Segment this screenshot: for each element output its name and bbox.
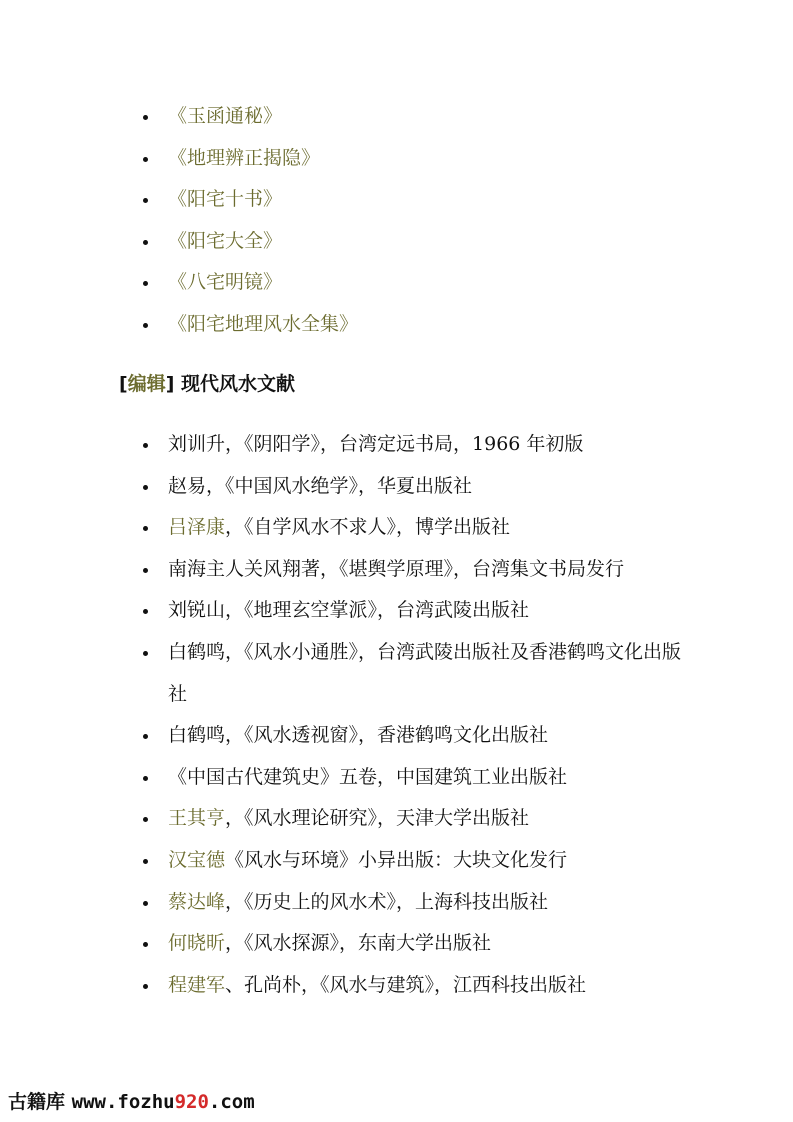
reference-text: ，《地理玄空掌派》，台湾武陵出版社 xyxy=(225,599,530,622)
reference-author: 赵易 xyxy=(168,474,207,497)
reference-item xyxy=(140,632,688,715)
list-item[interactable] xyxy=(140,221,358,263)
reference-item xyxy=(140,590,688,632)
reference-item xyxy=(140,840,688,882)
site-number: 920 xyxy=(174,1091,209,1113)
reference-item xyxy=(140,965,688,1007)
reference-item xyxy=(140,466,688,508)
reference-text: ，《中国风水绝学》，华夏出版社 xyxy=(206,474,473,497)
reference-item xyxy=(140,507,688,549)
reference-text: ，《风水小通胜》，台湾武陵出版社及香港鹤鸣文化出版社 xyxy=(168,640,682,705)
reference-item xyxy=(140,549,688,591)
modern-references-list xyxy=(140,424,688,1006)
author-link[interactable]: 程建军 xyxy=(168,973,226,996)
reference-author: 白鹤鸣 xyxy=(168,640,226,663)
reference-item xyxy=(140,424,688,466)
reference-item xyxy=(140,923,688,965)
book-link[interactable]: 《阳宅大全》 xyxy=(168,229,283,252)
book-link[interactable]: 《阳宅十书》 xyxy=(168,188,283,211)
book-link[interactable]: 《地理辨正揭隐》 xyxy=(168,146,321,169)
reference-item xyxy=(140,798,688,840)
reference-text: 《中国古代建筑史》五卷，中国建筑工业出版社 xyxy=(168,765,568,788)
list-item[interactable] xyxy=(140,96,358,138)
reference-text: 《风水与环境》小异出版：大块文化发行 xyxy=(225,848,568,871)
reference-text: ，《堪舆学原理》，台湾集文书局发行 xyxy=(320,557,625,580)
reference-text: ，《历史上的风水术》，上海科技出版社 xyxy=(225,890,549,913)
author-link[interactable]: 吕泽康 xyxy=(168,516,226,539)
section-heading xyxy=(119,370,295,398)
reference-item xyxy=(140,715,688,757)
footer-site-url xyxy=(72,1091,255,1113)
book-link[interactable]: 《八宅明镜》 xyxy=(168,271,283,294)
book-link[interactable]: 《阳宅地理风水全集》 xyxy=(168,312,359,335)
reference-text: 、孔尚朴，《风水与建筑》，江西科技出版社 xyxy=(225,973,587,996)
edit-link[interactable]: 编辑 xyxy=(127,373,166,395)
classic-texts-list xyxy=(140,96,358,346)
footer-brand: 古籍库 xyxy=(8,1091,66,1113)
author-link[interactable]: 汉宝德 xyxy=(168,848,226,871)
bracket-open: [ xyxy=(119,373,128,395)
list-item[interactable] xyxy=(140,138,358,180)
book-link[interactable]: 《玉函通秘》 xyxy=(168,105,283,127)
reference-text: ，《风水透视窗》，香港鹤鸣文化出版社 xyxy=(225,724,549,747)
reference-text: ，《自学风水不求人》，博学出版社 xyxy=(225,516,511,539)
list-item[interactable] xyxy=(140,304,358,346)
reference-text: ，《阴阳学》，台湾定远书局，1966 年初版 xyxy=(225,433,584,455)
section-title: 现代风水文献 xyxy=(181,373,296,395)
reference-author: 刘训升 xyxy=(168,433,226,455)
reference-author: 白鹤鸣 xyxy=(168,724,226,747)
reference-item xyxy=(140,757,688,799)
list-item[interactable] xyxy=(140,262,358,304)
footer-watermark xyxy=(8,1087,255,1114)
reference-text: ，《风水理论研究》，天津大学出版社 xyxy=(225,807,530,830)
site-suffix: .com xyxy=(208,1091,255,1113)
author-link[interactable]: 蔡达峰 xyxy=(168,890,226,913)
reference-item xyxy=(140,882,688,924)
bracket-close: ] xyxy=(165,373,175,395)
site-prefix: www.fozhu xyxy=(71,1091,175,1113)
reference-author: 南海主人关风翔著 xyxy=(168,557,321,580)
reference-text: ，《风水探源》，东南大学出版社 xyxy=(225,932,492,955)
author-link[interactable]: 何晓昕 xyxy=(168,932,226,955)
list-item[interactable] xyxy=(140,179,358,221)
author-link[interactable]: 王其亨 xyxy=(168,807,226,830)
reference-author: 刘锐山 xyxy=(168,599,226,622)
